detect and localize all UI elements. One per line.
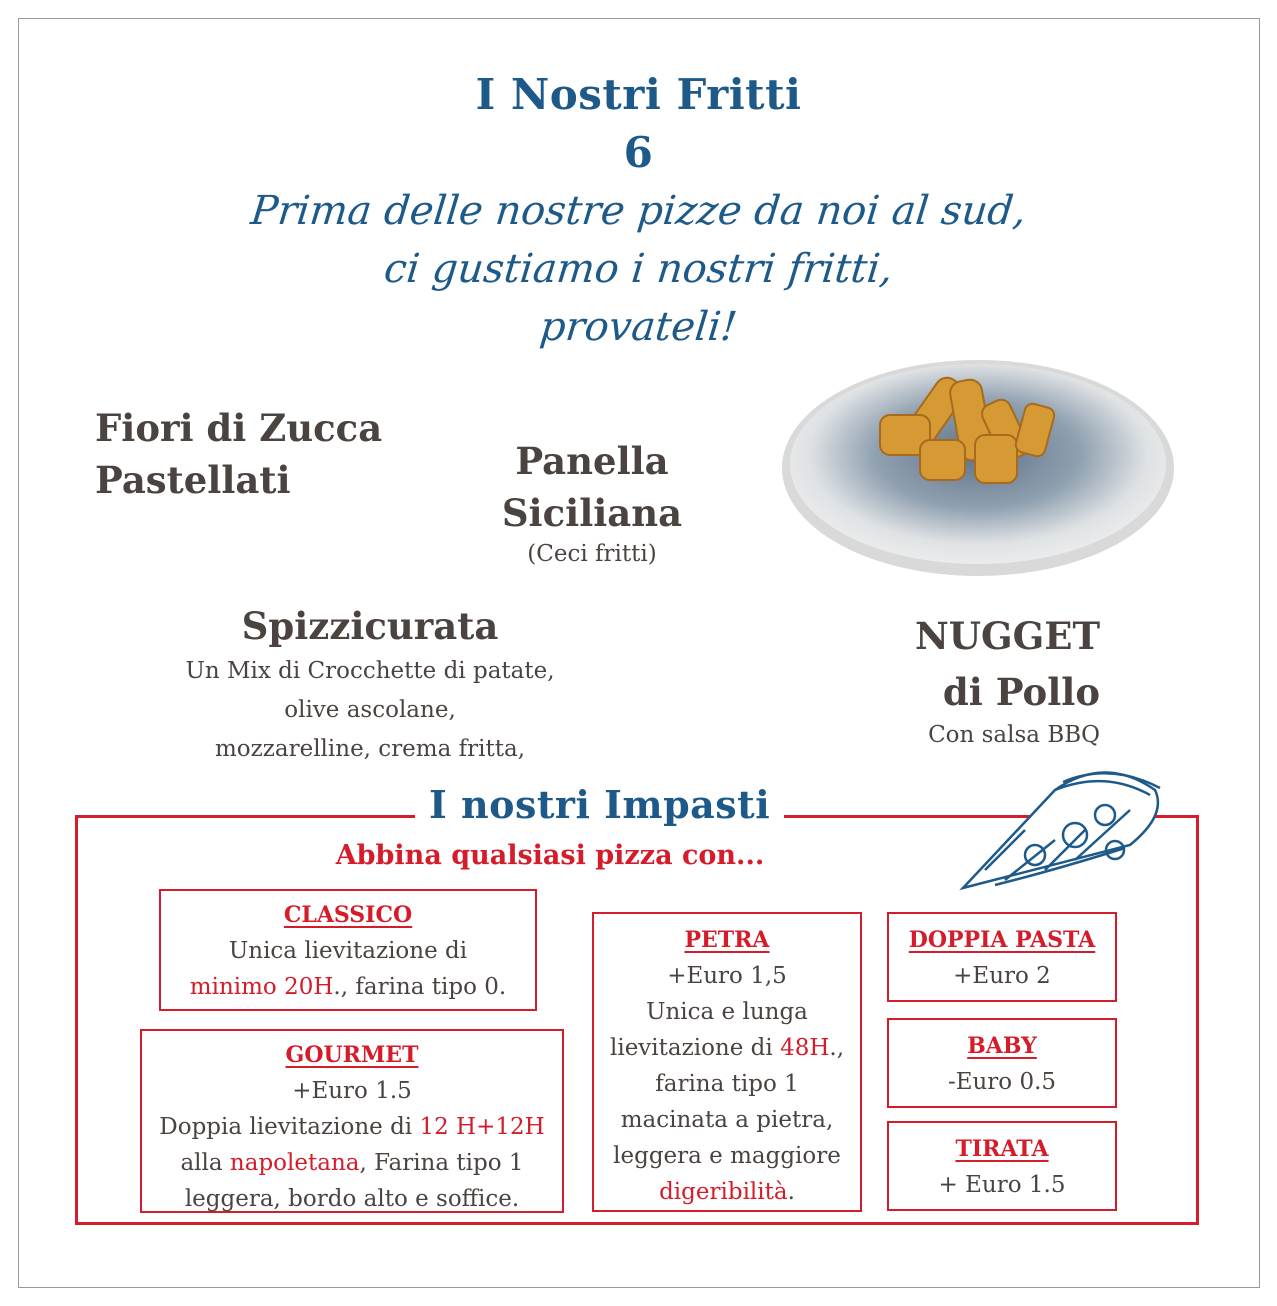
gourmet-name: GOURMET (285, 1042, 419, 1068)
classico-line-2: minimo 20H., farina tipo 0. (189, 974, 507, 1000)
nugget-di-pollo (840, 608, 1100, 750)
tagline-line-2: ci gustiamo i nostri fritti, (381, 246, 896, 292)
doppia-pasta-card (887, 912, 1117, 1002)
petra-line-3: farina tipo 1 (655, 1071, 799, 1097)
gourmet-line-1: Doppia lievitazione di 12 H+12H (159, 1114, 545, 1140)
petra-price: +Euro 1,5 (667, 963, 787, 989)
gourmet-card (140, 1029, 564, 1213)
impasti-subtitle: Abbina qualsiasi pizza con... (335, 840, 765, 871)
tirata-price: + Euro 1.5 (938, 1172, 1066, 1198)
spizz-desc-1: Un Mix di Crocchette di patate, (185, 658, 555, 684)
tirata-name: TIRATA (955, 1136, 1049, 1162)
spizzicurata (150, 600, 590, 769)
fiori-di-zucca (95, 402, 382, 506)
petra-card (592, 912, 862, 1212)
doppia-name: DOPPIA PASTA (908, 927, 1096, 953)
pizza-slice-sketch-icon (955, 760, 1175, 895)
petra-line-6: digeribilità. (659, 1179, 795, 1205)
petra-name: PETRA (684, 927, 770, 953)
tirata-card (887, 1121, 1117, 1211)
gourmet-line-3: leggera, bordo alto e soffice. (184, 1186, 520, 1212)
petra-line-5: leggera e maggiore (613, 1143, 841, 1169)
nugget-desc: Con salsa BBQ (928, 722, 1100, 748)
gourmet-price: +Euro 1.5 (292, 1078, 412, 1104)
classico-line-1: Unica lievitazione di (228, 938, 468, 964)
doppia-price: +Euro 2 (953, 963, 1051, 989)
classico-card (159, 889, 537, 1011)
petra-line-2: lievitazione di 48H., (609, 1035, 845, 1061)
tagline-line-1: Prima delle nostre pizze da noi al sud, (248, 188, 1029, 234)
spizz-desc-3: mozzarelline, crema fritta, (214, 736, 526, 762)
nugget-line-2: di Pollo (942, 670, 1100, 714)
price-label: 6 (623, 128, 654, 177)
petra-line-4: macinata a pietra, (620, 1107, 834, 1133)
baby-price: -Euro 0.5 (947, 1069, 1057, 1095)
gourmet-line-2: alla napoletana, Farina tipo 1 (180, 1150, 524, 1176)
page-title: I Nostri Fritti (475, 70, 802, 119)
classico-name: CLASSICO (283, 902, 413, 928)
impasti-title: I nostri Impasti (415, 782, 784, 827)
panella-siciliana (462, 435, 722, 569)
tagline-line-3: provateli! (537, 304, 740, 350)
panella-line-1: Panella (515, 439, 669, 483)
spizz-desc-2: olive ascolane, (284, 697, 456, 723)
fiori-line-2: Pastellati (95, 458, 291, 502)
panella-desc: (Ceci fritti) (527, 541, 657, 567)
baby-card (887, 1018, 1117, 1108)
nugget-line-1: NUGGET (914, 614, 1100, 658)
fiori-line-1: Fiori di Zucca (95, 406, 383, 450)
spizz-title: Spizzicurata (241, 604, 499, 648)
baby-name: BABY (967, 1033, 1037, 1059)
petra-line-1: Unica e lunga (646, 999, 808, 1025)
panella-line-2: Siciliana (501, 491, 683, 535)
fried-food-plate-image (780, 360, 1180, 580)
